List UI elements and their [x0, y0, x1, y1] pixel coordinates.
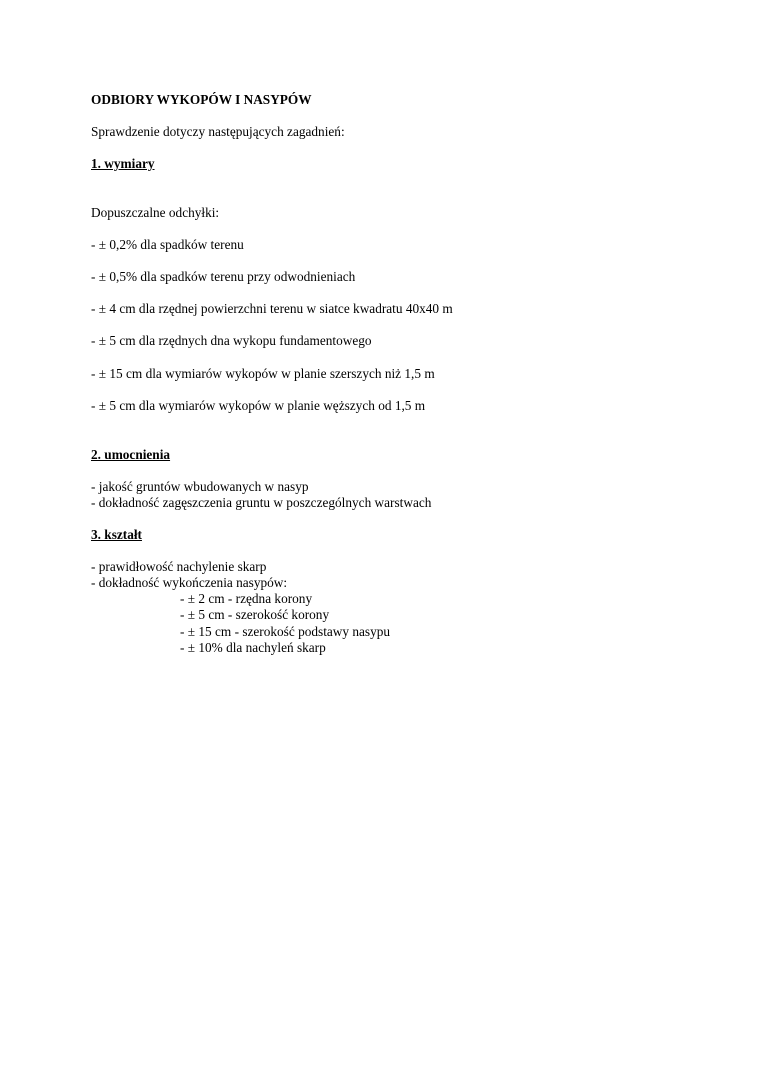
list-item: - ± 4 cm dla rzędnej powierzchni terenu w siatce kwadratu 40x40 m [91, 301, 453, 316]
list-item: - ± 5 cm dla wymiarów wykopów w planie węższych od 1,5 m [91, 398, 426, 413]
list-item: - jakość gruntów wbudowanych w nasyp [91, 479, 309, 494]
section-heading-wymiary: 1. wymiary [91, 156, 155, 171]
sub-list-item: - ± 5 cm - szerokość korony [180, 607, 330, 622]
tolerances-subheading: Dopuszczalne odchyłki: [91, 205, 220, 220]
sub-list-item: - ± 10% dla nachyleń skarp [180, 640, 326, 655]
list-item: - ± 0,2% dla spadków terenu [91, 237, 244, 252]
sub-list-item: - ± 15 cm - szerokość podstawy nasypu [180, 624, 391, 639]
list-item: - prawidłowość nachylenie skarp [91, 559, 267, 574]
section-heading-umocnienia: 2. umocnienia [91, 447, 171, 462]
section-heading-ksztalt: 3. kształt [91, 527, 142, 542]
list-item: - dokładność zagęszczenia gruntu w poszczególnych warstwach [91, 495, 432, 510]
list-item: - ± 15 cm dla wymiarów wykopów w planie szerszych niż 1,5 m [91, 366, 435, 381]
list-item: - dokładność wykończenia nasypów: [91, 575, 288, 590]
document-title: ODBIORY WYKOPÓW I NASYPÓW [91, 92, 312, 107]
intro-text: Sprawdzenie dotyczy następujących zagadnień: [91, 124, 345, 139]
list-item: - ± 5 cm dla rzędnych dna wykopu fundamentowego [91, 333, 372, 348]
sub-list-item: - ± 2 cm - rzędna korony [180, 591, 313, 606]
list-item: - ± 0,5% dla spadków terenu przy odwodnieniach [91, 269, 356, 284]
